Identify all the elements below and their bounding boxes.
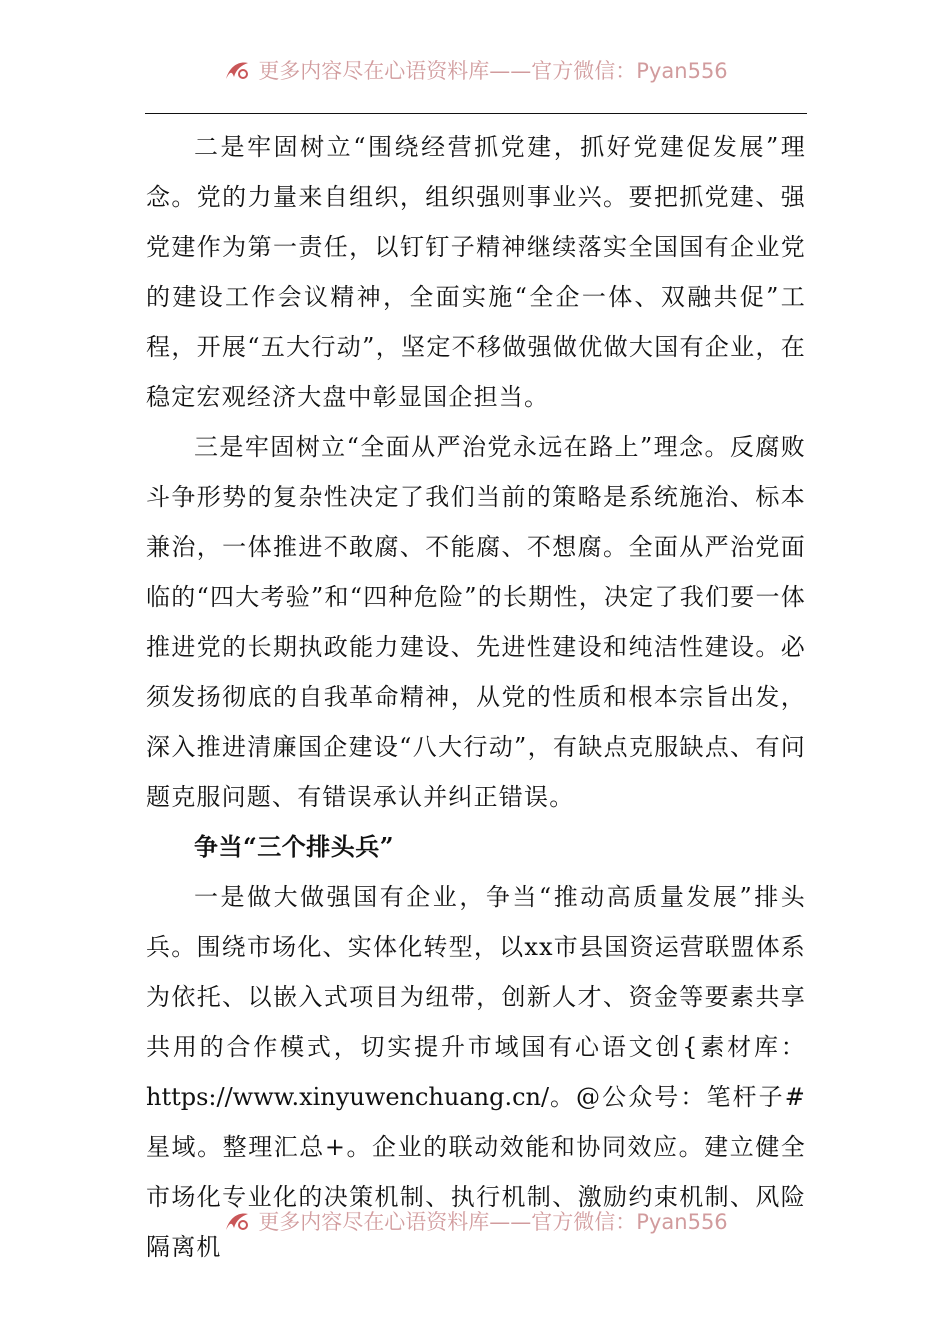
watermark-text: 更多内容尽在心语资料库——官方微信：Pyan556	[258, 59, 728, 83]
url-text: https://www.xinyuwenchuang.cn/	[146, 1083, 550, 1111]
paragraph-text-before-link: 一是做大做强国有企业，争当“推动高质量发展”排头兵。围绕市场化、实体化转型，以xx市县国资运营联盟体系为依托、以嵌入式项目为纽带，创新人才、资金等要素共享共用的合作模式，切实提升市域国有心语文创{素材库：	[146, 883, 806, 1061]
paragraph: 三是牢固树立“全面从严治党永远在路上”理念。反腐败斗争形势的复杂性决定了我们当前的策略是系统施治、标本兼治，一体推进不敢腐、不能腐、不想腐。全面从严治党面临的“四大考验”和“四种危险”的长期性，决定了我们要一体推进党的长期执政能力建设、先进性建设和纯洁性建设。必须发扬彻底的自我革命精神，从党的性质和根本宗旨出发，深入推进清廉国企建设“八大行动”，有缺点克服缺点、有问题克服问题、有错误承认并纠正错误。	[146, 433, 806, 811]
watermark-text: 更多内容尽在心语资料库——官方微信：Pyan556	[258, 1210, 728, 1234]
logo-icon	[222, 57, 252, 83]
watermark-header	[0, 50, 950, 90]
paragraph-text-after-link: 。@公众号：笔杆子#星域。整理汇总+。企业的联动效能和协同效应。建立健全市场化专业化的决策机制、执行机制、激励约束机制、风险隔离机	[146, 1083, 806, 1261]
document-body	[146, 122, 806, 1272]
logo-icon	[222, 1208, 252, 1234]
header-divider	[145, 113, 807, 114]
paragraph: 二是牢固树立“围绕经营抓党建，抓好党建促发展”理念。党的力量来自组织，组织强则事业兴。要把抓党建、强党建作为第一责任，以钉钉子精神继续落实全国国有企业党的建设工作会议精神，全面实施“全企一体、双融共促”工程，开展“五大行动”，坚定不移做强做优做大国有企业，在稳定宏观经济大盘中彰显国企担当。	[146, 133, 806, 411]
watermark-footer	[0, 1201, 950, 1241]
section-heading: 争当“三个排头兵”	[194, 832, 395, 861]
